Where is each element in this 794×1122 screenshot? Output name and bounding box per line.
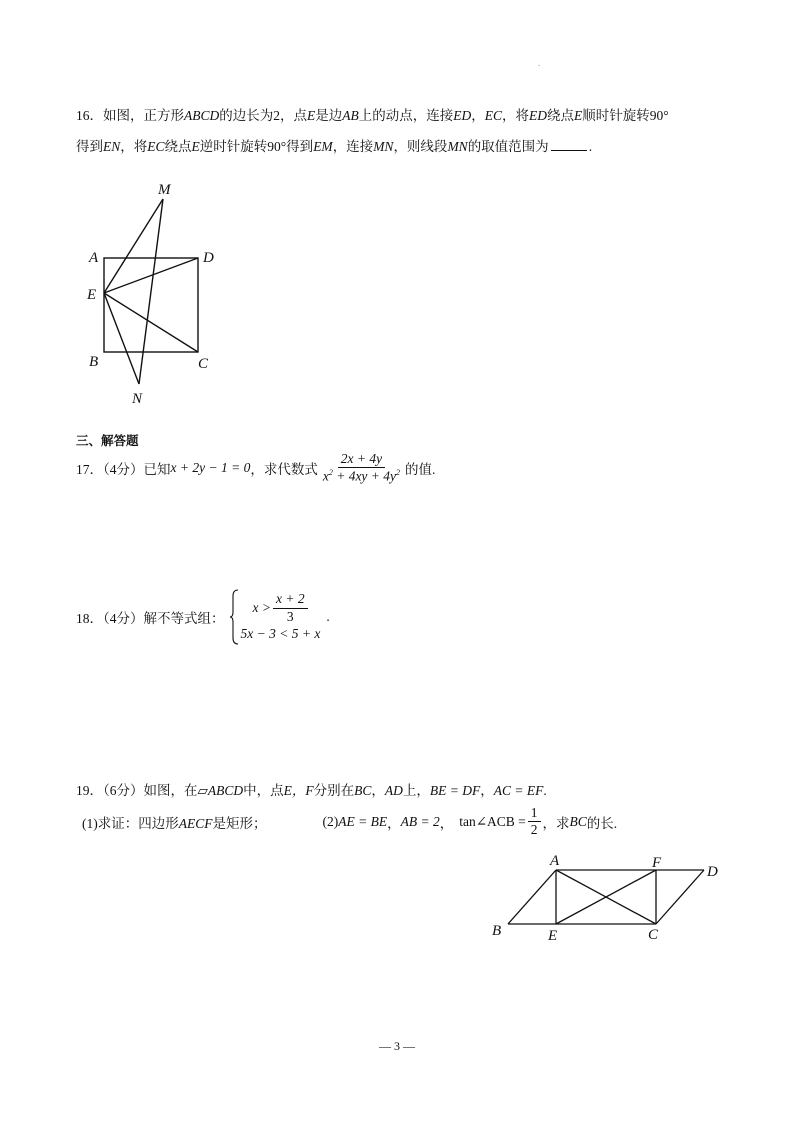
segment-em [104, 199, 163, 293]
q17-equation: x + 2y − 1 = 0 [170, 459, 251, 475]
q16-text: 上的动点，连接 [358, 108, 454, 123]
label-a: A [550, 853, 560, 869]
q16-text: 16．如图，正方形 [76, 108, 184, 123]
q19-part1 [82, 812, 267, 832]
q19-var: AECF [178, 815, 213, 831]
q19-text: ，求 [542, 815, 570, 831]
square-abcd [104, 258, 198, 352]
q16-var: E [191, 139, 200, 154]
segment-ec [104, 293, 198, 352]
label-d: D [203, 250, 214, 266]
q17-numerator: 2x + 4y [338, 452, 385, 468]
q16-var: ABCD [184, 108, 220, 123]
q16-line1 [76, 104, 669, 124]
q16-var: E [574, 108, 583, 123]
q16-text: . [588, 139, 593, 154]
q16-text: 绕点 [547, 108, 575, 123]
q19-line1 [76, 779, 547, 799]
q19-condition: BE = DF [429, 783, 481, 798]
q19-fraction [528, 806, 541, 837]
q16-text: ，将 [120, 139, 148, 154]
q19-var: E，F [283, 783, 314, 798]
q18-ineq1 [253, 592, 321, 623]
label-e: E [87, 287, 97, 303]
label-f: F [652, 855, 662, 871]
q19-text: 上， [402, 783, 430, 798]
q18-numerator: x + 2 [273, 592, 308, 608]
q16-var: EC [147, 139, 165, 154]
section-heading: 三、解答题 [76, 433, 139, 448]
q19-text: (2) [322, 813, 339, 829]
q19-numerator: 1 [528, 806, 541, 822]
q16-text: 是边 [315, 108, 343, 123]
q19-text: 中，点 [243, 783, 284, 798]
label-d: D [707, 864, 718, 880]
q19-var: AB = 2 [400, 813, 440, 829]
q16-var: MN [373, 139, 394, 154]
q16-text: 的边长为2，点 [219, 108, 307, 123]
q17-exponent: 2 [396, 468, 401, 478]
q16-var: EN [103, 139, 121, 154]
q18-denominator: 3 [286, 608, 294, 624]
q16-text: ，则线段 [393, 139, 448, 154]
q16-text: ，连接 [332, 139, 374, 154]
label-n: N [132, 391, 143, 407]
label-m: M [158, 182, 171, 198]
label-b: B [492, 923, 502, 939]
segment-en [104, 293, 139, 384]
label-c: C [648, 927, 659, 943]
q19-part2 [323, 806, 618, 837]
segment-cd [656, 870, 704, 924]
q16-text: ，将 [502, 108, 530, 123]
q19-var: AD [384, 783, 403, 798]
q19-var: BC [569, 813, 587, 829]
q19-text: ， [439, 815, 454, 831]
brace-icon [229, 589, 239, 645]
q16-text: 得到 [76, 139, 103, 154]
q16-figure [80, 176, 230, 408]
q17-text: 17．（4分）已知 [76, 461, 171, 477]
q19-text: . [543, 783, 547, 798]
q18 [76, 589, 330, 645]
q19-text: ， [387, 815, 401, 831]
page-number: — 3 — [379, 1039, 415, 1053]
q19-figure [488, 848, 728, 944]
q19-denominator: 2 [530, 822, 538, 838]
q16-var: ED [453, 108, 472, 123]
q16-text: ， [471, 108, 485, 123]
q17-text: 的值. [405, 461, 436, 477]
q16-text: 顺时针旋转90° [582, 108, 669, 123]
q19-text: (1)求证：四边形 [82, 815, 179, 831]
label-b: B [89, 354, 99, 370]
q16-var: AB [342, 108, 359, 123]
q18-text: 18．（4分）解不等式组： [76, 611, 225, 626]
q16-var: MN [447, 139, 468, 154]
q16-var: EC [484, 108, 503, 123]
q17 [76, 452, 435, 484]
label-e: E [548, 928, 558, 944]
q19-var: AE = BE [338, 813, 388, 829]
q19-parts [82, 806, 617, 837]
q19-text: ， [371, 783, 385, 798]
answer-blank[interactable] [551, 140, 587, 151]
q17-exponent: 2 [328, 468, 333, 478]
q17-denominator [320, 468, 403, 484]
q17-den-part: + 4xy + 4y [332, 468, 397, 484]
q19-var: BC [354, 783, 372, 798]
q16-text: 绕点 [164, 139, 192, 154]
q18-fraction [273, 592, 308, 623]
q19-text: 的长. [586, 815, 618, 831]
q16-var: ED [529, 108, 548, 123]
q16-line2 [76, 135, 592, 155]
q19-text: ， [480, 783, 494, 798]
label-c: C [198, 356, 209, 372]
q17-fraction [320, 452, 403, 484]
segment-ab [508, 870, 556, 924]
q18-ineq1-left: x > [252, 600, 271, 615]
q17-text: ，求代数式 [250, 461, 318, 477]
parallelogram-icon: ▱ [197, 783, 208, 798]
q16-text: 的取值范围为 [467, 139, 549, 154]
q18-system [241, 592, 321, 641]
q19-text: 分别在 [313, 783, 355, 798]
q17-den-part: x [322, 468, 329, 484]
q19-condition: AC = EF [493, 783, 544, 798]
label-a: A [89, 250, 99, 266]
q16-var: E [307, 108, 316, 123]
q18-ineq2: 5x − 3 < 5 + x [240, 625, 321, 641]
segment-mn [139, 199, 163, 384]
q18-text: . [326, 609, 330, 624]
q19-text: 是矩形； [212, 815, 267, 831]
q16-var: EM [313, 139, 333, 154]
q19-var: ABCD [207, 783, 244, 798]
q19-tan: tan∠ACB = [459, 813, 526, 829]
q19-text: 19．（6分）如图，在 [76, 783, 198, 798]
header-mark: . [538, 58, 541, 68]
q16-text: 逆时针旋转90°得到 [199, 139, 314, 154]
